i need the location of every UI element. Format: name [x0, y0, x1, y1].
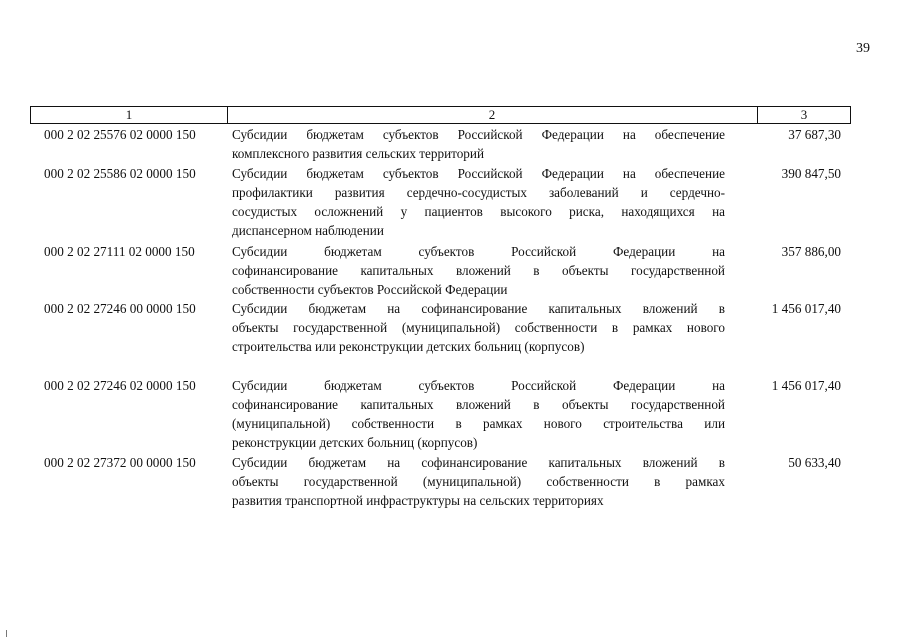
scan-artifact [6, 630, 7, 637]
row-amount: 1 456 017,40 [771, 301, 841, 316]
budget-code: 000 2 02 25576 02 0000 150 [44, 127, 196, 142]
column-header-3: 3 [800, 107, 808, 122]
row-description [232, 125, 725, 163]
row-description [232, 453, 725, 510]
budget-code: 000 2 02 27246 00 0000 150 [44, 301, 196, 316]
row-amount: 357 886,00 [781, 244, 841, 259]
description-line: объекты государственной (муниципальной) собственности в рамках [232, 474, 725, 489]
budget-code: 000 2 02 27111 02 0000 150 [44, 244, 195, 259]
description-line: объекты государственной (муниципальной) собственности в рамках нового [232, 320, 725, 335]
description-line: Субсидии бюджетам субъектов Российской Федерации на [232, 244, 725, 259]
description-line: Субсидии бюджетам субъектов Российской Федерации на обеспечение [232, 166, 725, 181]
column-header-1: 1 [31, 107, 228, 123]
budget-code: 000 2 02 27372 00 0000 150 [44, 455, 196, 470]
row-description [232, 164, 725, 240]
description-line: (муниципальной) собственности в рамках нового строительства или [232, 416, 725, 431]
column-header-2: 2 [227, 107, 758, 123]
row-description [232, 242, 725, 299]
budget-code: 000 2 02 25586 02 0000 150 [44, 166, 196, 181]
row-description [232, 376, 725, 452]
budget-code: 000 2 02 27246 02 0000 150 [44, 378, 196, 393]
row-description [232, 299, 725, 356]
description-line: собственности субъектов Российской Федерации [232, 282, 508, 297]
description-line: софинансирование капитальных вложений в объекты государственной [232, 397, 725, 412]
table-header [30, 106, 851, 124]
description-line: диспансерном наблюдении [232, 223, 384, 238]
description-line: профилактики развития сердечно-сосудистых заболеваний и сердечно- [232, 185, 725, 200]
description-line: Субсидии бюджетам на софинансирование капитальных вложений в [232, 455, 725, 470]
description-line: сосудистых осложнений у пациентов высокого риска, находящихся на [232, 204, 725, 219]
description-line: развития транспортной инфраструктуры на сельских территориях [232, 493, 604, 508]
description-line: Субсидии бюджетам субъектов Российской Федерации на [232, 378, 725, 393]
description-line: Субсидии бюджетам субъектов Российской Федерации на обеспечение [232, 127, 725, 142]
description-line: софинансирование капитальных вложений в объекты государственной [232, 263, 725, 278]
description-line: Субсидии бюджетам на софинансирование капитальных вложений в [232, 301, 725, 316]
row-amount: 390 847,50 [781, 166, 841, 181]
page-number: 39 [856, 41, 870, 56]
description-line: комплексного развития сельских территорий [232, 146, 485, 161]
row-amount: 50 633,40 [788, 455, 841, 470]
row-amount: 1 456 017,40 [771, 378, 841, 393]
description-line: строительства или реконструкции детских больниц (корпусов) [232, 339, 585, 354]
row-amount: 37 687,30 [788, 127, 841, 142]
description-line: реконструкции детских больниц (корпусов) [232, 435, 478, 450]
